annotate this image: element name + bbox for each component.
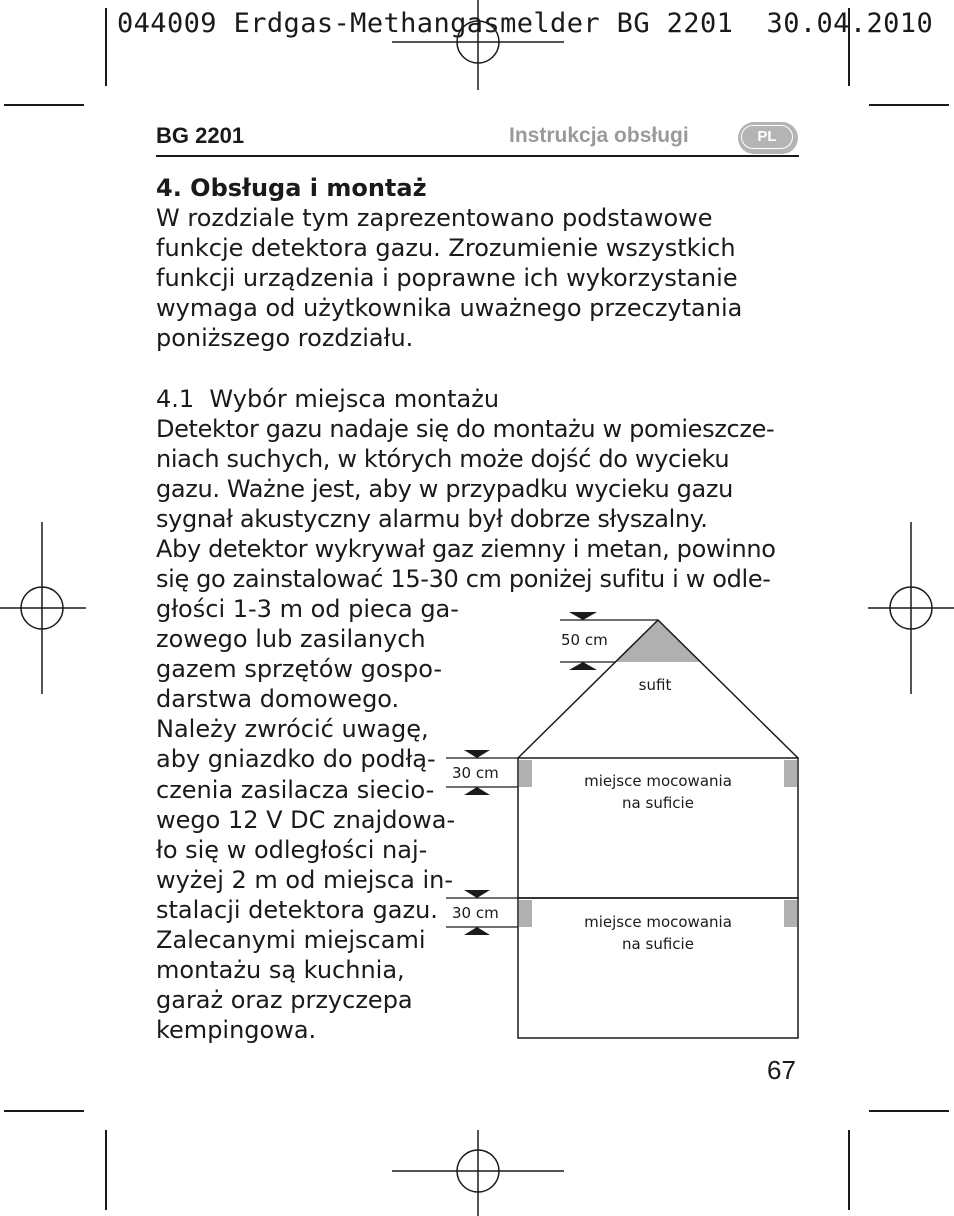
text-line: zowego lub zasilanych xyxy=(156,625,426,654)
text-line: funkcje detektora gazu. Zrozumienie wszystkich xyxy=(156,234,736,263)
text-line: poniższego rozdziału. xyxy=(156,324,414,353)
registration-mark-bottom xyxy=(392,1130,564,1216)
text-line: funkcji urządzenia i poprawne ich wykorzystanie xyxy=(156,264,738,293)
text-line: Należy zwrócić uwagę, xyxy=(156,715,429,744)
crop-mark xyxy=(105,1130,107,1210)
dimension-arrow-up xyxy=(464,787,490,795)
body-paragraph xyxy=(156,414,776,595)
dimension-label-bottom: 30 cm xyxy=(452,904,499,922)
header-rule xyxy=(156,155,799,157)
text-line: sygnał akustyczny alarmu był dobrze słyszalny. xyxy=(156,505,708,534)
mounting-diagram xyxy=(440,605,805,1045)
registration-mark-right xyxy=(868,522,954,694)
mount-zone-label: miejsce mocowania xyxy=(584,913,732,931)
side-paragraph xyxy=(156,594,459,1045)
text-line: wyżej 2 m od miejsca in- xyxy=(156,865,453,894)
text-line: gazu. Ważne jest, aby w przypadku wycieku gazu xyxy=(156,475,733,504)
registration-mark-left xyxy=(0,522,86,694)
dimension-arrow-up xyxy=(464,927,490,935)
text-line: kempingowa. xyxy=(156,1016,317,1045)
mount-zone-label: na suficie xyxy=(622,794,694,812)
ceiling-peak-zone xyxy=(616,620,700,662)
text-line: montażu są kuchnia, xyxy=(156,956,405,985)
dimension-arrow-down xyxy=(464,750,490,758)
crop-mark xyxy=(4,1110,84,1112)
text-line: aby gniazdko do podłą- xyxy=(156,745,436,774)
mount-zone-label: na suficie xyxy=(622,935,694,953)
text-line: wego 12 V DC znajdowa- xyxy=(156,805,456,834)
text-line: się go zainstalować 15-30 cm poniżej sufitu i w odle- xyxy=(156,565,771,594)
section-heading: 4. Obsługa i montaż xyxy=(156,174,427,202)
subsection-heading: 4.1 Wybór miejsca montażu xyxy=(156,385,500,413)
print-slug: 044009 Erdgas-Methangasmelder BG 2201 30.04.2010 xyxy=(117,8,934,39)
mount-zone-left xyxy=(519,900,532,927)
mount-zone-label: miejsce mocowania xyxy=(584,772,732,790)
ceiling-label: sufit xyxy=(638,676,672,694)
dimension-label-middle: 30 cm xyxy=(452,764,499,782)
language-badge-label: PL xyxy=(741,125,793,149)
page-number: 67 xyxy=(767,1055,796,1085)
text-line: darstwa domowego. xyxy=(156,685,400,714)
intro-paragraph xyxy=(156,203,742,353)
text-line: Zalecanymi miejscami xyxy=(156,926,426,955)
text-line: niach suchych, w których może dojść do wycieku xyxy=(156,445,730,474)
dimension-arrow-down xyxy=(569,612,597,620)
crop-mark xyxy=(848,1130,850,1210)
text-line: wymaga od użytkownika uważnego przeczytania xyxy=(156,294,743,323)
crop-mark xyxy=(105,8,107,86)
text-line: garaż oraz przyczepa xyxy=(156,986,413,1015)
language-badge xyxy=(738,122,798,154)
text-line: stalacji detektora gazu. xyxy=(156,895,438,924)
dimension-label-top: 50 cm xyxy=(561,631,608,649)
crop-mark xyxy=(4,104,84,106)
text-line: czenia zasilacza siecio- xyxy=(156,775,435,804)
text-line: W rozdziale tym zaprezentowano podstawowe xyxy=(156,204,713,232)
text-line: głości 1-3 m od pieca ga- xyxy=(156,595,459,623)
crop-mark xyxy=(869,104,949,106)
text-line: Aby detektor wykrywał gaz ziemny i metan, powinno xyxy=(156,535,776,564)
text-line: Detektor gazu nadaje się do montażu w pomieszcze- xyxy=(156,415,775,443)
mount-zone-left xyxy=(519,760,532,787)
mount-zone-right xyxy=(784,760,797,787)
text-line: gazem sprzętów gospo- xyxy=(156,655,443,684)
mount-zone-right xyxy=(784,900,797,927)
dimension-arrow-down xyxy=(464,890,490,898)
header-doc-title: Instrukcja obsługi xyxy=(509,124,689,147)
text-line: ło się w odległości naj- xyxy=(156,835,428,864)
header-model: BG 2201 xyxy=(156,123,245,148)
crop-mark xyxy=(869,1110,949,1112)
dimension-arrow-up xyxy=(569,662,597,670)
